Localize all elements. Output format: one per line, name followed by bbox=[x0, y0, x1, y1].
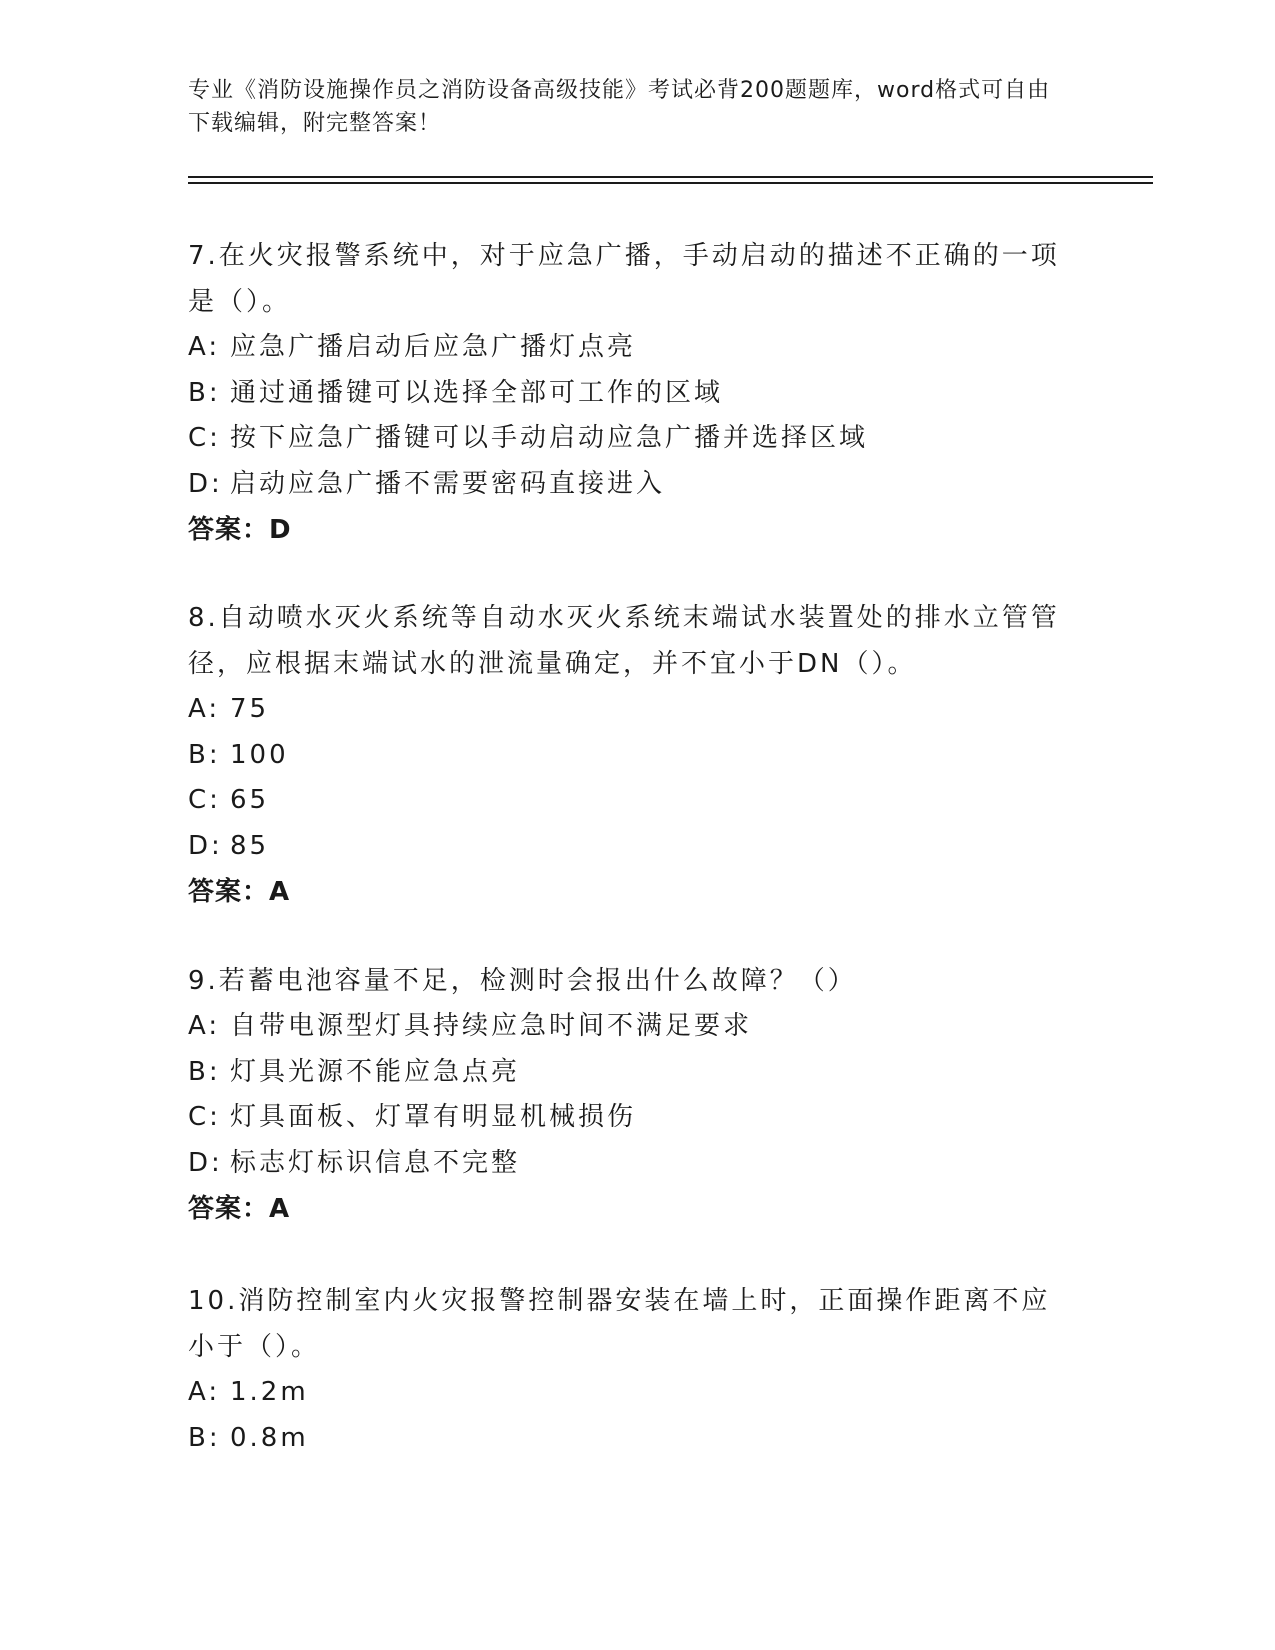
question-stem: 8.自动喷水灭火系统等自动水灭火系统末端试水装置处的排水立管管径，应根据末端试水的泄流量确定，并不宜小于DN（）。 bbox=[188, 603, 1060, 679]
option-b bbox=[188, 1416, 1078, 1462]
question-stem: 9.若蓄电池容量不足，检测时会报出什么故障？（） bbox=[188, 966, 857, 996]
option-d bbox=[188, 1141, 1078, 1187]
option-text: 65 bbox=[230, 785, 270, 815]
document-header bbox=[188, 74, 1068, 140]
option-c bbox=[188, 778, 1078, 824]
header-divider-top bbox=[188, 176, 1153, 178]
option-text: 85 bbox=[230, 830, 270, 861]
option-key: B: bbox=[188, 1422, 221, 1453]
option-b bbox=[188, 1050, 1078, 1096]
option-text: 1.2m bbox=[230, 1377, 309, 1407]
option-text: 按下应急广播键可以手动启动应急广播并选择区域 bbox=[230, 423, 869, 453]
option-a bbox=[188, 325, 1078, 371]
option-key: C: bbox=[188, 1102, 221, 1132]
option-key: C: bbox=[188, 785, 221, 815]
option-key: B: bbox=[188, 1056, 221, 1087]
question-9 bbox=[188, 958, 1078, 1232]
option-c bbox=[188, 416, 1078, 462]
option-text: 灯具面板、灯罩有明显机械损伤 bbox=[230, 1102, 637, 1132]
option-text: 自带电源型灯具持续应急时间不满足要求 bbox=[230, 1011, 753, 1041]
option-b bbox=[188, 733, 1078, 779]
option-key: A: bbox=[188, 1377, 221, 1407]
question-stem: 10.消防控制室内火灾报警控制器安装在墙上时，正面操作距离不应小于（）。 bbox=[188, 1286, 1051, 1362]
header-divider-bottom bbox=[188, 182, 1153, 184]
option-text: 灯具光源不能应急点亮 bbox=[230, 1056, 521, 1087]
option-d bbox=[188, 824, 1078, 870]
option-text: 应急广播启动后应急广播灯点亮 bbox=[230, 332, 637, 362]
option-text: 标志灯标识信息不完整 bbox=[230, 1147, 521, 1178]
option-text: 启动应急广播不需要密码直接进入 bbox=[230, 468, 666, 499]
option-text: 75 bbox=[230, 694, 270, 724]
option-key: A: bbox=[188, 1011, 221, 1041]
option-text: 0.8m bbox=[230, 1422, 309, 1453]
option-text: 100 bbox=[230, 739, 289, 770]
answer-line: 答案：A bbox=[188, 1194, 291, 1224]
option-a bbox=[188, 687, 1078, 733]
option-key: B: bbox=[188, 377, 221, 408]
option-key: A: bbox=[188, 332, 221, 362]
option-key: D: bbox=[188, 468, 223, 499]
option-key: B: bbox=[188, 739, 221, 770]
question-7 bbox=[188, 233, 1078, 553]
option-d bbox=[188, 462, 1078, 508]
question-10 bbox=[188, 1278, 1078, 1461]
answer-line: 答案：A bbox=[188, 877, 291, 907]
option-key: A: bbox=[188, 694, 221, 724]
option-c bbox=[188, 1095, 1078, 1141]
option-key: D: bbox=[188, 830, 223, 861]
question-stem: 7.在火灾报警系统中，对于应急广播，手动启动的描述不正确的一项是（）。 bbox=[188, 241, 1060, 317]
option-key: D: bbox=[188, 1147, 223, 1178]
option-b bbox=[188, 371, 1078, 417]
answer-line: 答案：D bbox=[188, 515, 292, 545]
option-a bbox=[188, 1370, 1078, 1416]
option-key: C: bbox=[188, 423, 221, 453]
option-a bbox=[188, 1004, 1078, 1050]
header-text: 专业《消防设施操作员之消防设备高级技能》考试必背200题题库，word格式可自由下载编辑，附完整答案！ bbox=[188, 78, 1051, 136]
question-8 bbox=[188, 595, 1078, 915]
option-text: 通过通播键可以选择全部可工作的区域 bbox=[230, 377, 724, 408]
